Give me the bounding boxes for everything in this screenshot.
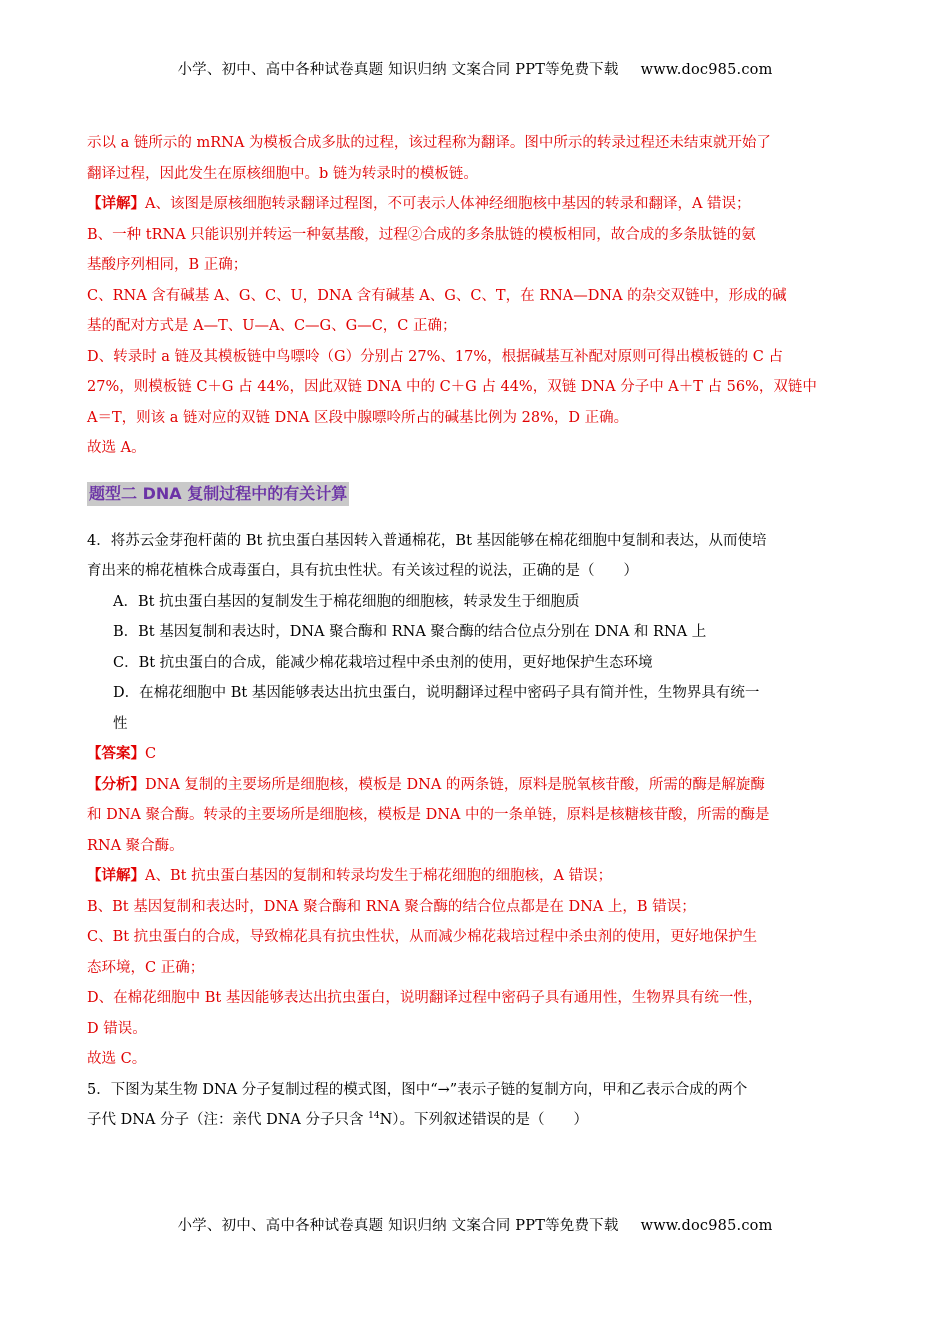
page-header	[0, 58, 950, 79]
prev-analysis-line: 翻译过程，因此发生在原核细胞中。b 链为转录时的模板链。	[87, 165, 478, 182]
answer-tag: 【答案】	[87, 745, 145, 762]
q4-option-c: C．Bt 抗虫蛋白的合成，能减少棉花栽培过程中杀虫剂的使用，更好地保护生态环境	[113, 654, 653, 671]
q4-detail-c: 态环境，C 正确；	[87, 959, 205, 976]
q4-option-d: 性	[113, 715, 128, 732]
q4-option-a: A．Bt 抗虫蛋白基因的复制发生于棉花细胞的细胞核，转录发生于细胞质	[113, 593, 580, 610]
q4-stem: 4．将苏云金芽孢杆菌的 Bt 抗虫蛋白基因转入普通棉花，Bt 基因能够在棉花细胞中复制和表达，从而使培	[87, 532, 767, 549]
q4-analysis: 和 DNA 聚合酶。转录的主要场所是细胞核，模板是 DNA 中的一条单链，原料是核糖核苷酸，所需的酶是	[87, 807, 770, 823]
prev-detail-c: 基的配对方式是 A—T、U—A、C—G、G—C，C 正确；	[87, 318, 457, 334]
footer-url[interactable]: www.doc985.com	[640, 1218, 773, 1234]
q4-conclusion: 故选 C。	[87, 1051, 147, 1067]
prev-detail-d: D、转录时 a 链及其模板链中鸟嘌呤（G）分别占 27%、17%，根据碱基互补配对原则可得出模板链的 C 占	[87, 348, 783, 365]
section-heading: 题型二 DNA 复制过程中的有关计算	[87, 482, 349, 506]
prev-conclusion: 故选 A。	[87, 440, 146, 456]
analysis-tag: 【分析】	[87, 775, 145, 793]
footer-text: 小学、初中、高中各种试卷真题 知识归纳 文案合同 PPT等免费下载	[177, 1218, 619, 1234]
q4-option-d: D．在棉花细胞中 Bt 基因能够表达出抗虫蛋白，说明翻译过程中密码子具有简并性，生物界具有统一	[113, 685, 760, 701]
q4-detail-a: 【详解】A、Bt 抗虫蛋白基因的复制和转录均发生于棉花细胞的细胞核，A 错误；	[87, 867, 613, 884]
q4-analysis: RNA 聚合酶。	[87, 837, 184, 854]
q4-option-b: B．Bt 基因复制和表达时，DNA 聚合酶和 RNA 聚合酶的结合位点分别在 DNA 和 RNA 上	[113, 624, 707, 640]
q5-stem: 5．下图为某生物 DNA 分子复制过程的模式图，图中“→”表示子链的复制方向，甲和乙表示合成的两个	[87, 1081, 748, 1098]
q4-stem: 育出来的棉花植株合成毒蛋白，具有抗虫性状。有关该过程的说法，正确的是（ ）	[87, 563, 638, 579]
q5-stem: 子代 DNA 分子（注：亲代 DNA 分子只含 $^{14}$N）。下列叙述错误的是（ ）	[87, 1111, 589, 1128]
prev-analysis-line: 示以 a 链所示的 mRNA 为模板合成多肽的过程，该过程称为翻译。图中所示的转录过程还未结束就开始了	[87, 135, 771, 151]
detail-tag: 【详解】	[87, 867, 145, 884]
q4-analysis: 【分析】DNA 复制的主要场所是细胞核，模板是 DNA 的两条链，原料是脱氧核苷酸，所需的酶是解旋酶	[87, 775, 765, 793]
prev-detail-d: 27%，则模板链 C＋G 占 44%，因此双链 DNA 中的 C＋G 占 44%，双链 DNA 分子中 A＋T 占 56%，双链中	[87, 379, 817, 395]
prev-detail-d: A＝T，则该 a 链对应的双链 DNA 区段中腺嘌呤所占的碱基比例为 28%，D 正确。	[87, 409, 629, 426]
prev-detail-b: 基酸序列相同，B 正确；	[87, 257, 248, 273]
isotope-superscript: 14	[368, 1111, 380, 1122]
prev-detail-c: C、RNA 含有碱基 A、G、C、U，DNA 含有碱基 A、G、C、T，在 RNA—DNA 的杂交双链中，形成的碱	[87, 287, 787, 304]
document-body	[87, 128, 863, 1136]
q4-detail-c: C、Bt 抗虫蛋白的合成，导致棉花具有抗虫性状，从而减少棉花栽培过程中杀虫剂的使用，更好地保护生	[87, 929, 758, 945]
q4-answer: 【答案】C	[87, 745, 157, 762]
prev-detail-b: B、一种 tRNA 只能识别并转运一种氨基酸，过程②合成的多条肽链的模板相同，故合成的多条肽链的氨	[87, 226, 756, 243]
page-footer	[0, 1214, 950, 1235]
q4-detail-d: D、在棉花细胞中 Bt 基因能够表达出抗虫蛋白，说明翻译过程中密码子具有通用性，生物界具有统一性，	[87, 990, 763, 1006]
header-text: 小学、初中、高中各种试卷真题 知识归纳 文案合同 PPT等免费下载	[177, 62, 619, 78]
header-url[interactable]: www.doc985.com	[640, 62, 773, 78]
q4-detail-d: D 错误。	[87, 1020, 147, 1037]
detail-tag: 【详解】	[87, 195, 145, 212]
prev-detail-a: 【详解】A、该图是原核细胞转录翻译过程图，不可表示人体神经细胞核中基因的转录和翻译，A 错误；	[87, 195, 751, 212]
q4-detail-b: B、Bt 基因复制和表达时，DNA 聚合酶和 RNA 聚合酶的结合位点都是在 DNA 上，B 错误；	[87, 898, 696, 915]
